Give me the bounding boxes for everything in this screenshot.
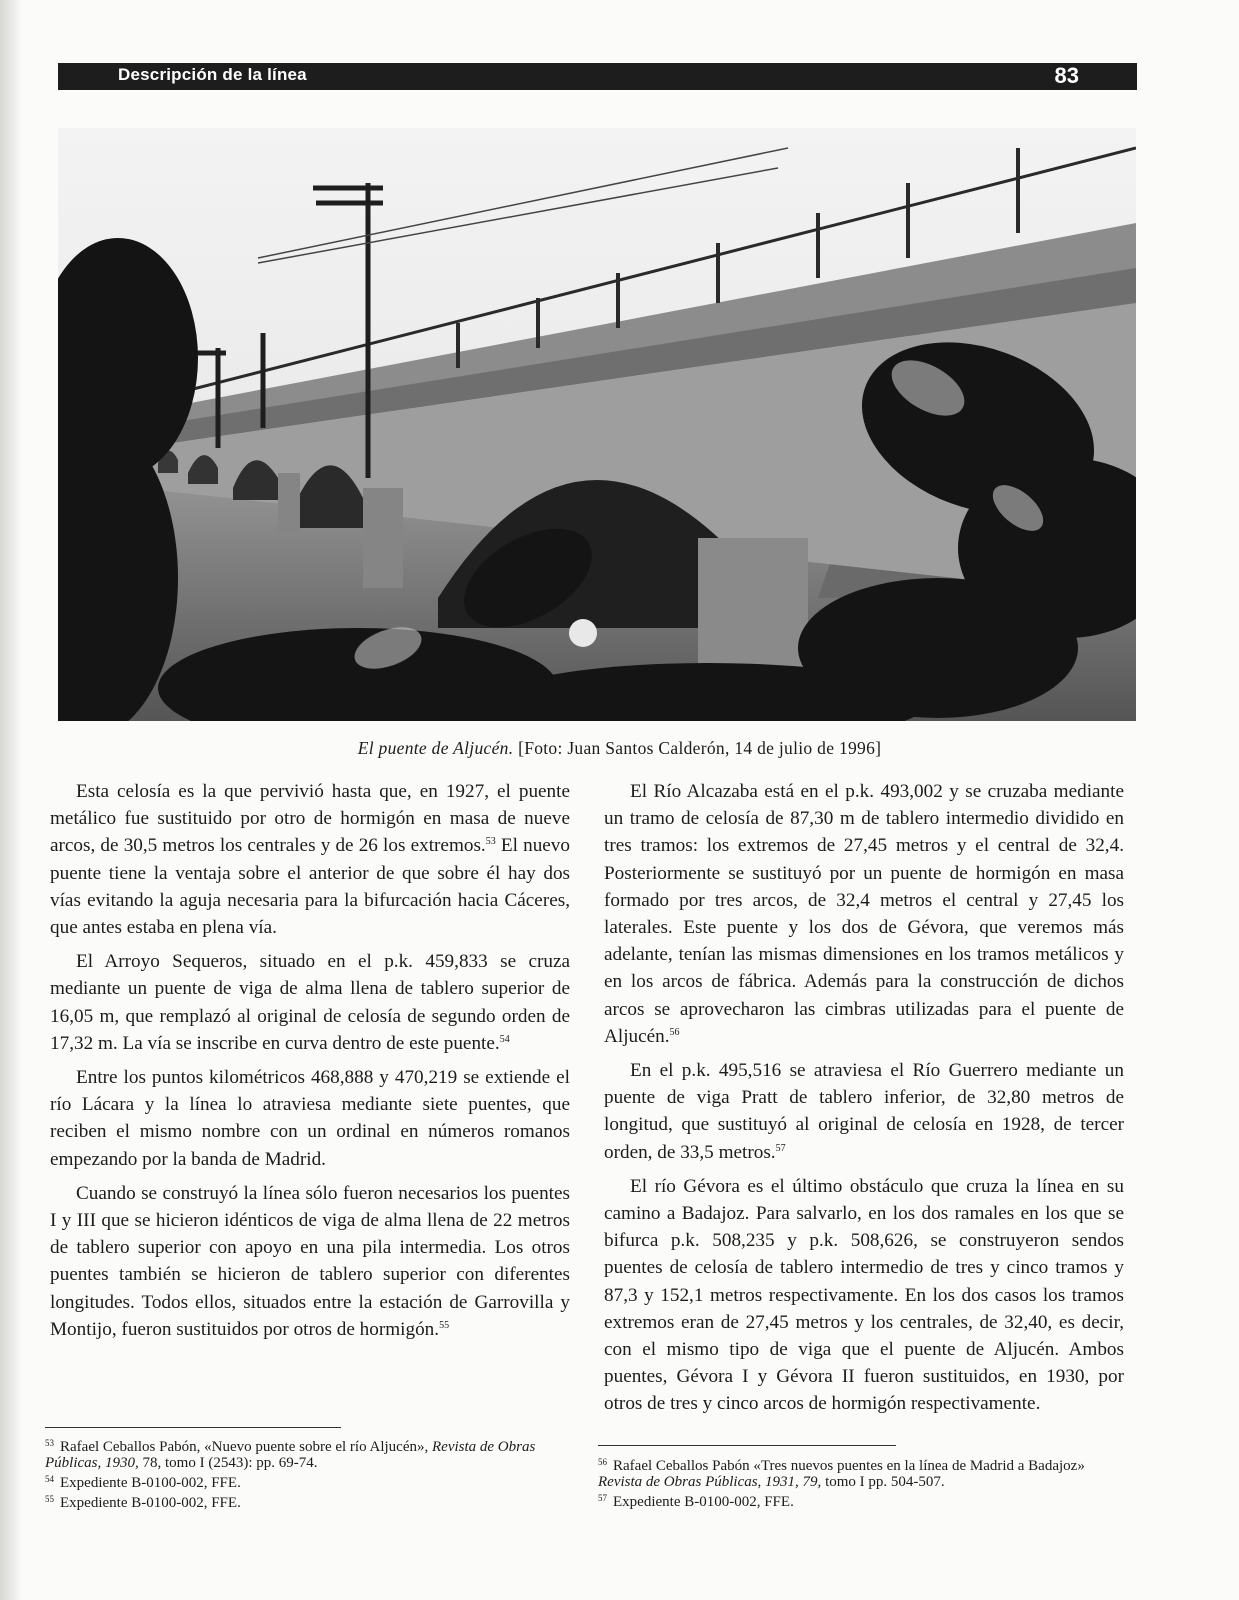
footnote-ref: 53	[485, 836, 496, 848]
footnote-ref: 55	[439, 1319, 450, 1331]
footnotes-left	[45, 1435, 565, 1511]
paragraph	[50, 778, 570, 941]
paragraph: Entre los puntos kilométricos 468,888 y 470,219 se extiende el río Lácara y la línea lo atraviesa mediante siete puentes, que reciben el mismo nombre con un ordinal en números romanos empezando por la banda de Madrid.	[50, 1067, 570, 1170]
footnote	[45, 1435, 565, 1471]
paragraph	[604, 778, 1124, 1050]
footnote-number: 56	[598, 1457, 607, 1467]
footnote-text: tomo I pp. 504-507.	[821, 1474, 945, 1490]
footnote-rule	[598, 1445, 896, 1446]
paragraph-text: El Arroyo Sequeros, situado en el p.k. 459,833 se cruza mediante un puente de viga de alma llena de tablero superior de 16,05 m, que remplazó al original de celosía de segundo orden de 17,32 m. La vía se inscribe en curva dentro de este puente.	[50, 951, 570, 1054]
left-column	[50, 778, 570, 1350]
footnote-italic: Revista de Obras Públicas, 1930,	[45, 1439, 536, 1471]
paragraph-text: El Río Alcazaba está en el p.k. 493,002 y se cruzaba mediante un tramo de celosía de 87,30 m de tablero intermedio dividido en tres tramos: los extremos de 27,45 metros y el central de 32,4. Posteriormente se sustituyó por un puente de hormigón en masa formado por tres arcos, de 32,4 metros el central y 27,45 los laterales. Este puente y los dos de Gévora, que veremos más adelante, tenían las mismas dimensiones en los tramos metálicos y en los arcos de fábrica. Además para la construcción de dichos arcos se aprovecharon las cimbras utilizadas para el puente de Aljucén.	[604, 781, 1124, 1047]
paragraph	[50, 1180, 570, 1343]
page-number: 83	[1054, 63, 1079, 88]
footnote-text: Expediente B-0100-002, FFE.	[60, 1475, 241, 1491]
footnote	[45, 1491, 565, 1511]
footnotes-right	[598, 1454, 1118, 1510]
paragraph: El río Gévora es el último obstáculo que cruza la línea en su camino a Badajoz. Para salvarlo, en los dos ramales en los que se bifurca p.k. 508,235 y p.k. 508,626, se construyeron sendos puentes de celosía de tablero intermedio de tres y cinco tramos y 87,3 y 152,1 metros respectivamente. En los dos casos los tramos extremos eran de 27,45 metros y los centrales, de 32,40, es decir, con el mismo tipo de viga que el puente de Aljucén. Ambos puentes, Gévora I y Gévora II fueron sustituidos, en 1930, por otros de tres y cinco arcos de hormigón respectivamente.	[604, 1175, 1124, 1415]
footnote-italic: Revista de Obras Públicas, 1931, 79,	[598, 1474, 822, 1490]
footnote-ref: 57	[775, 1142, 786, 1154]
footnote	[598, 1454, 1118, 1490]
paragraph-text: Esta celosía es la que pervivió hasta que, en 1927, el puente metálico fue sustituido por otro de hormigón en masa de nueve arcos, de 30,5 metros los centrales y de 26 los extremos.	[50, 781, 570, 857]
footnote-ref: 56	[669, 1026, 680, 1038]
footnote-number: 57	[598, 1493, 607, 1503]
paragraph	[50, 948, 570, 1057]
bridge-photo	[58, 128, 1136, 721]
caption-credit: [Foto: Juan Santos Calderón, 14 de julio de 1996]	[518, 738, 882, 758]
footnote-number: 53	[45, 1438, 54, 1448]
paragraph-text: Cuando se construyó la línea sólo fueron necesarios los puentes I y III que se hicieron idénticos de viga de alma llena de 22 metros de tablero superior con apoyo en una pila intermedia. Los otros puentes también se hicieron de tablero superior con diferentes longitudes. Todos ellos, situados entre la estación de Garrovilla y Montijo, fueron sustituidos por otros de hormigón.	[50, 1182, 570, 1340]
paragraph-text: En el p.k. 495,516 se atraviesa el Río Guerrero mediante un puente de viga Pratt de tablero inferior, de 32,80 metros de longitud, que sustituyó al original de celosía en 1928, de tercer orden, de 33,5 metros.	[604, 1060, 1124, 1163]
footnote-text: 78, tomo I (2543): pp. 69-74.	[138, 1455, 318, 1471]
caption-title: El puente de Aljucén.	[357, 738, 514, 758]
page-gutter-shadow	[0, 0, 22, 1600]
photo-caption	[0, 738, 1239, 759]
section-title: Descripción de la línea	[118, 65, 307, 84]
footnote-text: Rafael Ceballos Pabón «Tres nuevos puentes en la línea de Madrid a Badajoz»	[613, 1458, 1085, 1474]
paragraph	[604, 1057, 1124, 1166]
running-header	[58, 63, 1137, 90]
footnote-text: Rafael Ceballos Pabón, «Nuevo puente sobre el río Aljucén»,	[60, 1439, 432, 1455]
footnote	[45, 1471, 565, 1491]
footnote	[598, 1490, 1118, 1510]
footnote-rule	[45, 1427, 341, 1428]
footnote-number: 54	[45, 1474, 54, 1484]
footnote-ref: 54	[499, 1033, 510, 1045]
footnote-number: 55	[45, 1494, 54, 1504]
footnote-text: Expediente B-0100-002, FFE.	[60, 1495, 241, 1511]
footnote-text: Expediente B-0100-002, FFE.	[613, 1494, 794, 1510]
paragraph-text: El nuevo puente tiene la ventaja sobre el anterior de que sobre él hay dos vías evitando la aguja necesaria para la bifurcación hacia Cáceres, que antes estaba en plena vía.	[50, 835, 570, 939]
right-column	[604, 778, 1124, 1425]
